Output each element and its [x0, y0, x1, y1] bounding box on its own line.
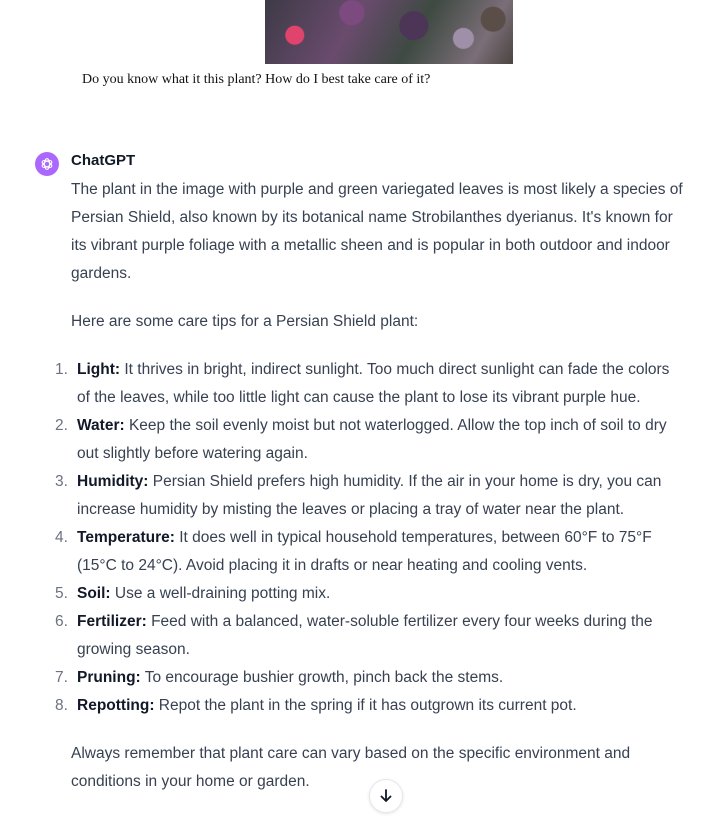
tip-title: Fertilizer: — [77, 613, 147, 630]
care-tips-list — [55, 356, 686, 720]
tip-title: Soil: — [77, 585, 111, 602]
care-tip-item — [55, 468, 686, 524]
list-number: 3. — [55, 473, 68, 490]
tip-text: It thrives in bright, indirect sunlight. Too much direct sunlight can fade the colors of the leaves, while too little light can cause the plant to lose its vibrant purple hue. — [77, 361, 670, 406]
user-uploaded-plant-image — [265, 0, 513, 64]
scroll-to-bottom-button[interactable] — [369, 779, 403, 813]
tip-text: It does well in typical household temperatures, between 60°F to 75°F (15°C to 24°C). Avoid placing it in drafts or near heating and cooling vents. — [77, 529, 652, 574]
list-number: 1. — [55, 361, 68, 378]
tip-text: Use a well-draining potting mix. — [110, 585, 331, 602]
list-number: 4. — [55, 529, 68, 546]
tip-title: Light: — [77, 361, 121, 378]
list-number: 5. — [55, 585, 68, 602]
arrow-down-icon — [379, 789, 393, 803]
care-tip-item — [55, 580, 686, 608]
list-number: 8. — [55, 697, 68, 714]
assistant-name: ChatGPT — [71, 152, 136, 169]
care-tip-item — [55, 524, 686, 580]
openai-logo-icon — [39, 156, 55, 172]
tip-text: Persian Shield prefers high humidity. If the air in your home is dry, you can increase humidity by misting the leaves or placing a tray of water near the plant. — [77, 473, 662, 518]
closing-paragraph: Always remember that plant care can vary based on the specific environment and conditions in your home or garden. — [71, 745, 631, 790]
intro-paragraph: The plant in the image with purple and green variegated leaves is most likely a species of Persian Shield, also known by its botanical name Strobilanthes dyerianus. It's known for its vibrant purple foliage with a metallic sheen and is popular in both outdoor and indoor gardens. — [71, 181, 683, 282]
tip-title: Temperature: — [77, 529, 175, 546]
assistant-avatar — [35, 152, 59, 176]
tip-title: Repotting: — [77, 697, 155, 714]
tip-text: Feed with a balanced, water-soluble fertilizer every four weeks during the growing season. — [77, 613, 653, 658]
list-number: 7. — [55, 669, 68, 686]
care-tip-item — [55, 692, 686, 720]
tip-text: Keep the soil evenly moist but not waterlogged. Allow the top inch of soil to dry out slightly before watering again. — [77, 417, 667, 462]
tip-text: Repot the plant in the spring if it has outgrown its current pot. — [154, 697, 577, 714]
tip-text: To encourage bushier growth, pinch back the stems. — [140, 669, 504, 686]
list-number: 2. — [55, 417, 68, 434]
lead-paragraph: Here are some care tips for a Persian Shield plant: — [71, 313, 419, 330]
tip-title: Humidity: — [77, 473, 149, 490]
care-tip-item — [55, 664, 686, 692]
user-message-caption: Do you know what it this plant? How do I best take care of it? — [82, 72, 431, 87]
care-tip-item — [55, 356, 686, 412]
tip-title: Pruning: — [77, 669, 141, 686]
care-tip-item — [55, 608, 686, 664]
tip-title: Water: — [77, 417, 125, 434]
care-tip-item — [55, 412, 686, 468]
list-number: 6. — [55, 613, 68, 630]
assistant-message — [55, 176, 686, 796]
